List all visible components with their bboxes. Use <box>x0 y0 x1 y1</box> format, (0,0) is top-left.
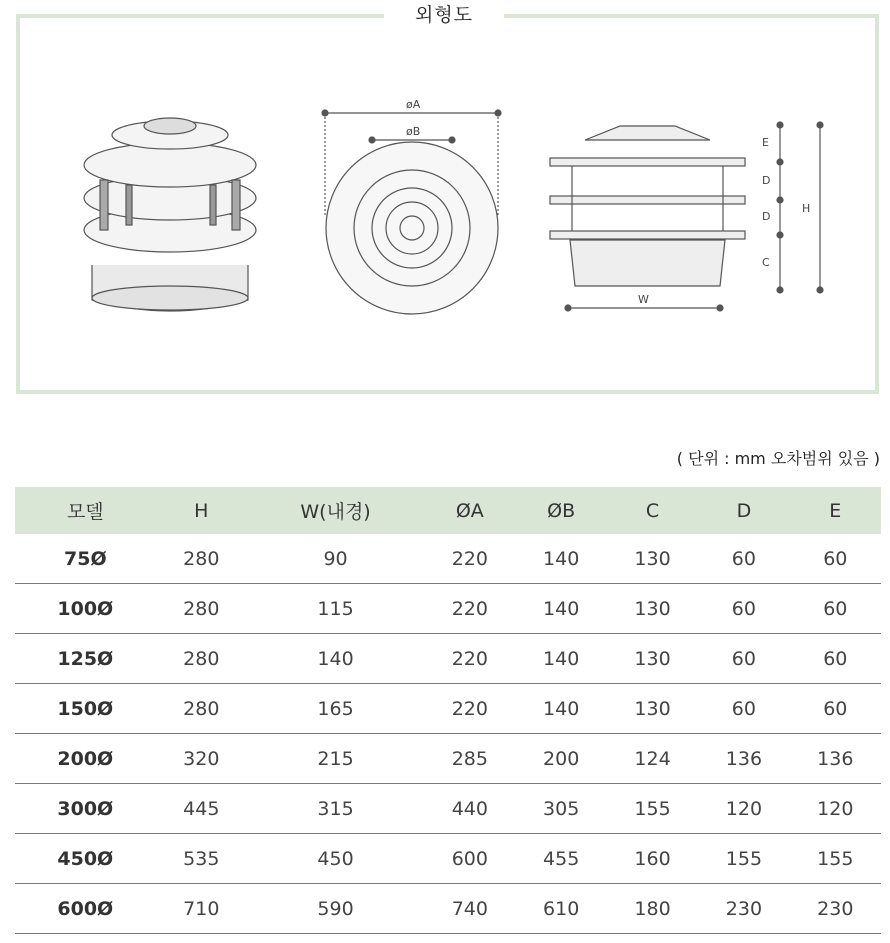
cell: 315 <box>247 784 424 834</box>
top-view <box>322 110 501 314</box>
label-ob: øB <box>406 125 421 138</box>
table-row <box>15 634 881 684</box>
table-row <box>15 534 881 584</box>
label-d1: D <box>762 174 771 187</box>
cell: 220 <box>424 634 515 684</box>
cell: 155 <box>698 834 789 884</box>
cell: 230 <box>698 884 789 934</box>
cell: 130 <box>607 634 698 684</box>
cell: 60 <box>698 534 789 584</box>
cell: 455 <box>516 834 607 884</box>
cell: 60 <box>790 534 881 584</box>
cell: 285 <box>424 734 515 784</box>
label-d2: D <box>762 210 771 223</box>
cell: 130 <box>607 684 698 734</box>
cell: 140 <box>516 534 607 584</box>
table-row <box>15 734 881 784</box>
cell: 140 <box>516 634 607 684</box>
col-model: 모델 <box>15 487 156 534</box>
cell: 710 <box>156 884 247 934</box>
label-oa: øA <box>406 98 421 111</box>
cell: 115 <box>247 584 424 634</box>
table-row <box>15 784 881 834</box>
cell: 200 <box>516 734 607 784</box>
col-oa: ØA <box>424 487 515 534</box>
col-e: E <box>790 487 881 534</box>
product-drawings <box>60 90 850 330</box>
cell: 220 <box>424 684 515 734</box>
cell: 60 <box>790 584 881 634</box>
cell: 280 <box>156 584 247 634</box>
cell-model: 600Ø <box>15 884 156 934</box>
col-w: W(내경) <box>247 487 424 534</box>
col-h: H <box>156 487 247 534</box>
table-row <box>15 834 881 884</box>
table-row <box>15 684 881 734</box>
cell: 740 <box>424 884 515 934</box>
cell: 124 <box>607 734 698 784</box>
cell: 140 <box>516 684 607 734</box>
side-view <box>550 122 823 311</box>
table-header-row <box>15 487 881 534</box>
cell-model: 200Ø <box>15 734 156 784</box>
cell-model: 300Ø <box>15 784 156 834</box>
cell: 320 <box>156 734 247 784</box>
cell: 440 <box>424 784 515 834</box>
label-h: H <box>802 202 811 215</box>
cell: 535 <box>156 834 247 884</box>
col-d: D <box>698 487 789 534</box>
label-c: C <box>762 256 770 269</box>
cell: 60 <box>790 634 881 684</box>
cell: 160 <box>607 834 698 884</box>
cell: 140 <box>516 584 607 634</box>
table-row <box>15 884 881 934</box>
cell: 305 <box>516 784 607 834</box>
cell: 280 <box>156 534 247 584</box>
cell: 450 <box>247 834 424 884</box>
perspective-view <box>84 118 256 311</box>
cell: 136 <box>698 734 789 784</box>
unit-note: ( 단위 : mm 오차범위 있음 ) <box>676 449 880 468</box>
cell: 280 <box>156 684 247 734</box>
col-ob: ØB <box>516 487 607 534</box>
cell-model: 125Ø <box>15 634 156 684</box>
cell: 280 <box>156 634 247 684</box>
cell: 165 <box>247 684 424 734</box>
cell: 180 <box>607 884 698 934</box>
cell: 130 <box>607 534 698 584</box>
cell-model: 100Ø <box>15 584 156 634</box>
section-title: 외형도 <box>384 0 504 30</box>
cell: 120 <box>790 784 881 834</box>
cell: 220 <box>424 534 515 584</box>
cell: 215 <box>247 734 424 784</box>
cell: 60 <box>698 584 789 634</box>
cell: 600 <box>424 834 515 884</box>
cell: 60 <box>790 684 881 734</box>
cell: 230 <box>790 884 881 934</box>
label-w: W <box>638 293 649 306</box>
table-row <box>15 584 881 634</box>
label-e: E <box>762 136 769 149</box>
cell: 90 <box>247 534 424 584</box>
cell: 445 <box>156 784 247 834</box>
cell: 120 <box>698 784 789 834</box>
spec-table <box>15 487 881 934</box>
cell: 590 <box>247 884 424 934</box>
cell: 136 <box>790 734 881 784</box>
cell: 60 <box>698 684 789 734</box>
cell: 60 <box>698 634 789 684</box>
cell: 220 <box>424 584 515 634</box>
cell: 610 <box>516 884 607 934</box>
cell: 155 <box>607 784 698 834</box>
cell: 155 <box>790 834 881 884</box>
cell: 130 <box>607 584 698 634</box>
col-c: C <box>607 487 698 534</box>
cell: 140 <box>247 634 424 684</box>
cell-model: 450Ø <box>15 834 156 884</box>
cell-model: 150Ø <box>15 684 156 734</box>
cell-model: 75Ø <box>15 534 156 584</box>
